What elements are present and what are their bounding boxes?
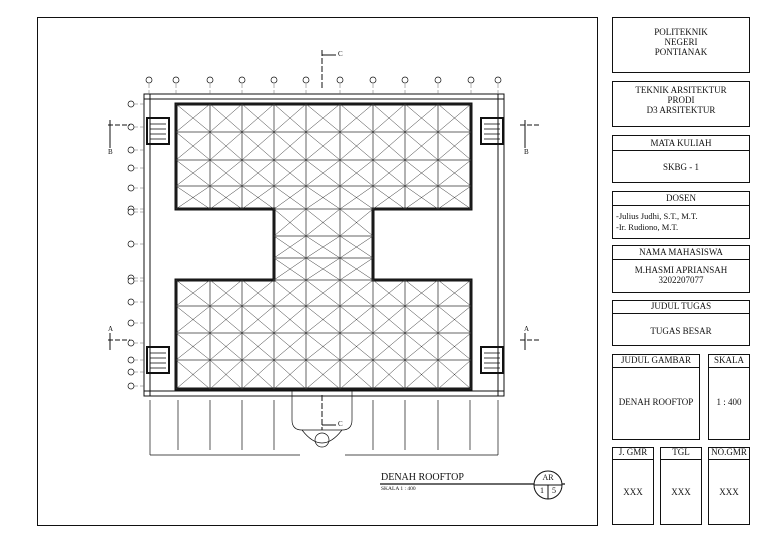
sheet-no-value: XXX — [623, 487, 643, 497]
drawing-title-label: JUDUL GAMBAR — [621, 355, 691, 365]
lecturer-label: DOSEN — [665, 193, 696, 203]
drawing-no-label: NO.GMR — [711, 447, 747, 457]
grid-axis-bubble — [128, 278, 134, 284]
section-a-label-right: A — [524, 325, 530, 333]
grid-axis-bubble — [128, 383, 134, 389]
section-markers — [108, 50, 540, 430]
lecturer-2: -Ir. Rudiono, M.T. — [616, 222, 679, 232]
department-line-2: PRODI — [667, 95, 695, 105]
grid-axis-bubble — [128, 165, 134, 171]
student-id: 3202207077 — [658, 275, 704, 285]
grid-axis-bubble — [128, 101, 134, 107]
grid-axis-bubble — [402, 77, 408, 83]
grid-axis-bubble — [128, 209, 134, 215]
grid-axis-bubble — [435, 77, 441, 83]
scale-value: 1 : 400 — [716, 397, 742, 407]
grid-axis-bubble — [173, 77, 179, 83]
institution-line-2: NEGERI — [664, 37, 698, 47]
date-value: XXX — [671, 487, 691, 497]
sheet-ref-bottom-right: 5 — [552, 486, 556, 495]
grid-axis-bubble — [303, 77, 309, 83]
student-name: M.HASMI APRIANSAH — [634, 265, 728, 275]
grid-axis-bubble — [128, 241, 134, 247]
grid-axis-bubble — [370, 77, 376, 83]
grid-axis-bubble — [128, 320, 134, 326]
lower-canopy — [150, 391, 498, 455]
grid-axis-bubble — [128, 357, 134, 363]
department-line-1: TEKNIK ARSITEKTUR — [635, 85, 727, 95]
section-c-label-bottom: C — [338, 420, 343, 428]
course-value: SKBG - 1 — [662, 162, 699, 172]
institution-line-1: POLITEKNIK — [654, 27, 708, 37]
drawing-scale-note: SKALA 1 : 400 — [381, 486, 416, 492]
sheet-no-label: J. GMR — [618, 447, 648, 457]
date-label: TGL — [672, 447, 690, 457]
stair-core-se — [481, 347, 503, 373]
student-label: NAMA MAHASISWA — [639, 247, 723, 257]
grid-axis-bubble — [495, 77, 501, 83]
grid-axis-bubble — [468, 77, 474, 83]
section-c-label-top: C — [338, 50, 343, 58]
section-a-label-left: A — [108, 325, 114, 333]
grid-axis-bubble — [128, 124, 134, 130]
grid-axis-bubble — [128, 147, 134, 153]
grid-axis-bubble — [337, 77, 343, 83]
institution-line-3: PONTIANAK — [654, 47, 708, 57]
drawing-no-value: XXX — [719, 487, 739, 497]
grid-axis-bubble — [207, 77, 213, 83]
grid-axis-bubble — [128, 340, 134, 346]
grid-axis-bubble — [128, 185, 134, 191]
sheet-ref-bottom-left: 1 — [540, 486, 544, 495]
course-label: MATA KULIAH — [650, 138, 712, 148]
stair-core-ne — [481, 118, 503, 144]
department-line-3: D3 ARSITEKTUR — [646, 105, 716, 115]
grid-axis-bubble — [128, 299, 134, 305]
grid-axis-bubble — [239, 77, 245, 83]
assignment-label: JUDUL TUGAS — [650, 301, 712, 311]
section-b-label-right: B — [524, 148, 529, 156]
assignment-value: TUGAS BESAR — [650, 326, 712, 336]
scale-label: SKALA — [713, 355, 744, 365]
section-b-label-left: B — [108, 148, 113, 156]
grid-axis-bubble — [271, 77, 277, 83]
sheet-ref-top: AR — [542, 473, 554, 482]
lecturer-1: -Julius Judhi, S.T., M.T. — [616, 211, 698, 221]
drawing-title-value: DENAH ROOFTOP — [618, 397, 694, 407]
grid-axis-bubble — [146, 77, 152, 83]
grid-axis-bubble — [128, 369, 134, 375]
drawing-title: DENAH ROOFTOP — [381, 472, 464, 483]
